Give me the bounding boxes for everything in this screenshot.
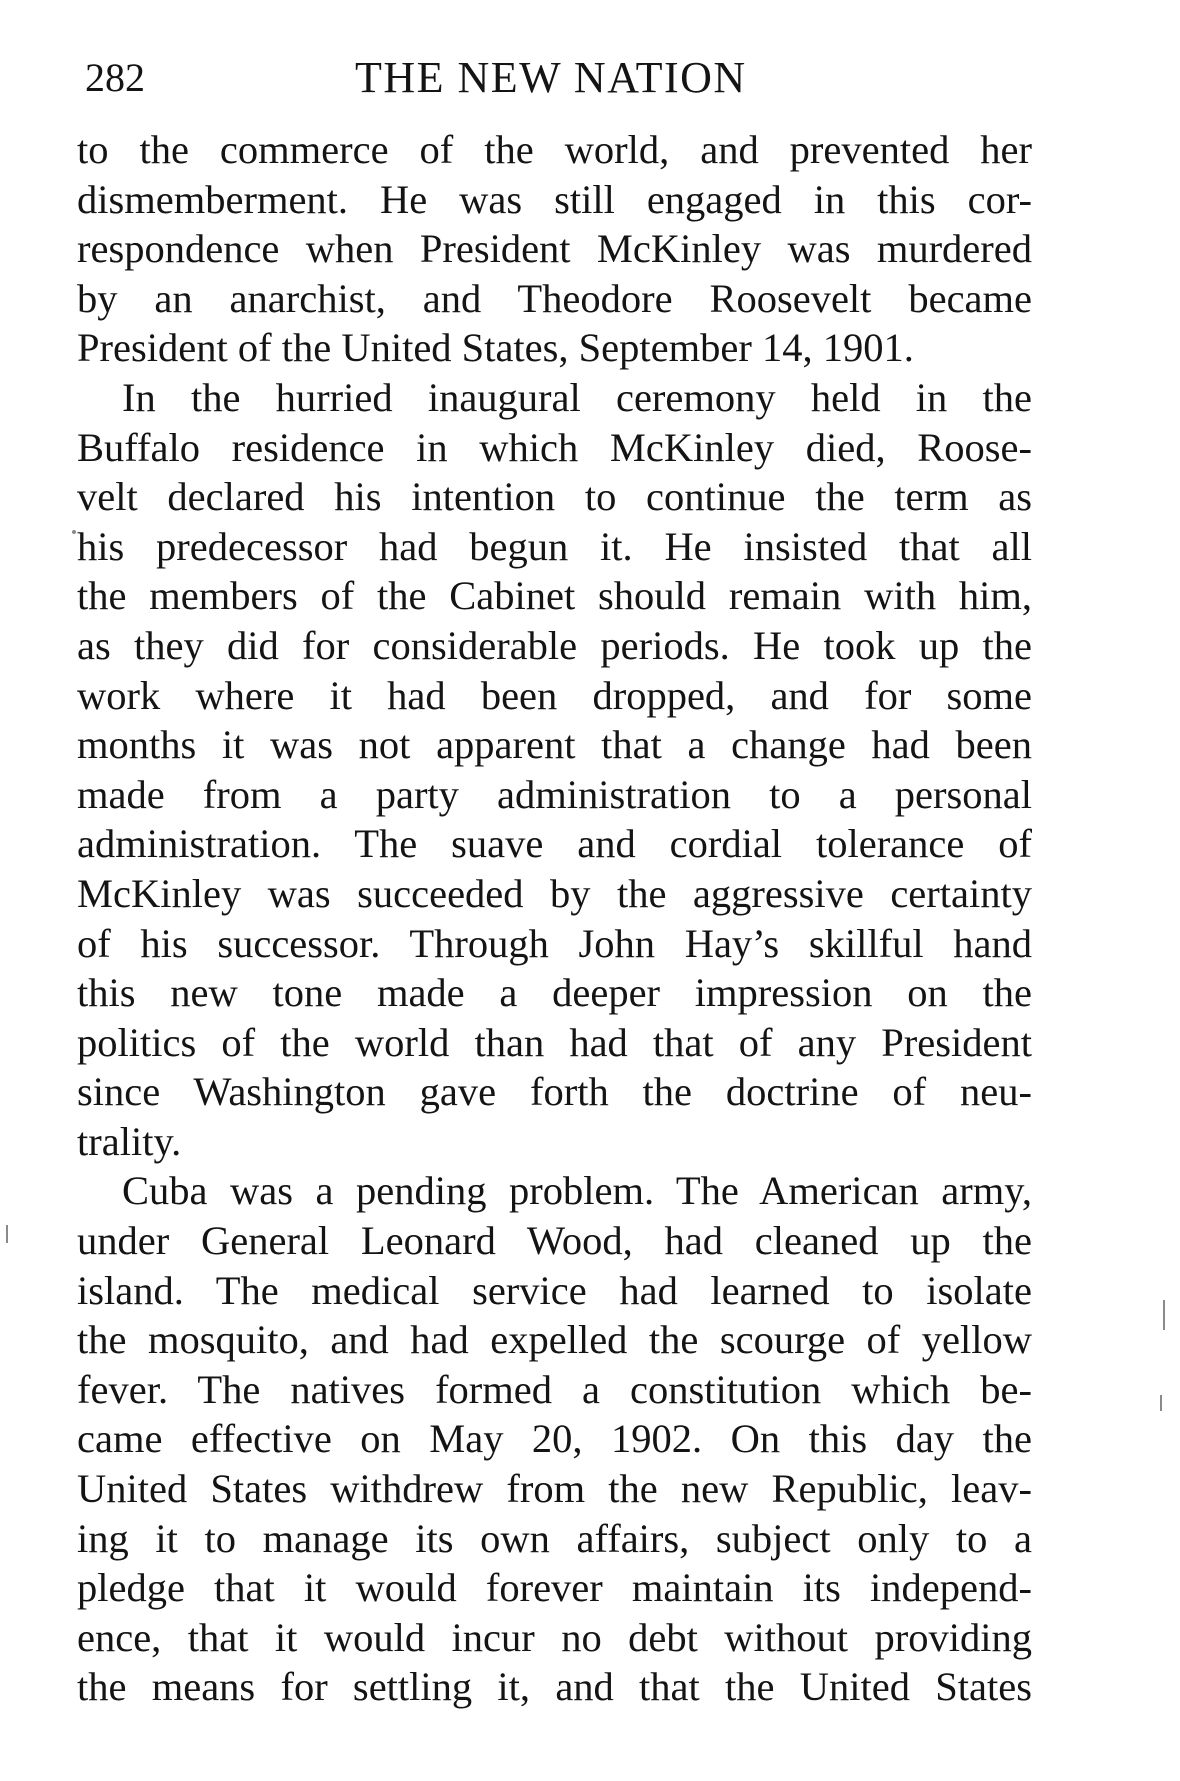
scan-speck [72, 530, 76, 534]
text-line: President of the United States, September 14, 1901. [77, 325, 914, 371]
page-header [85, 50, 1030, 110]
text-line: months it was not apparent that a change had been [77, 722, 1032, 768]
text-line: to the commerce of the world, and prevented her [77, 127, 1032, 172]
text-line: this new tone made a deeper impression on the [77, 970, 1032, 1016]
text-line: by an anarchist, and Theodore Roosevelt became [77, 275, 1032, 321]
text-line: administration. The suave and cordial tolerance of [77, 821, 1032, 867]
text-line: ing it to manage its own affairs, subject only to a [77, 1515, 1032, 1561]
text-line: his predecessor had begun it. He insisted that all [77, 523, 1032, 569]
text-line: pledge that it would forever maintain its independ- [77, 1565, 1032, 1611]
text-line: came effective on May 20, 1902. On this day the [77, 1416, 1032, 1462]
text-line: politics of the world than had that of any President [77, 1019, 1032, 1065]
text-line: made from a party administration to a personal [77, 771, 1032, 817]
text-line: trality. [77, 1118, 182, 1164]
paragraph-start-line: Cuba was a pending problem. The American army, [122, 1168, 1032, 1214]
text-line: velt declared his intention to continue the term as [77, 474, 1032, 520]
text-line: McKinley was succeeded by the aggressive certainty [77, 870, 1032, 916]
text-line: as they did for considerable periods. He took up the [77, 622, 1032, 668]
scan-speck [1163, 1300, 1165, 1330]
text-line: respondence when President McKinley was murdered [77, 226, 1032, 272]
text-line: work where it had been dropped, and for some [77, 672, 1032, 718]
text-line: dismemberment. He was still engaged in this cor- [77, 176, 1032, 222]
text-line: fever. The natives formed a constitution which be- [77, 1366, 1032, 1412]
text-line: ence, that it would incur no debt without providing [77, 1614, 1032, 1660]
page-number: 282 [85, 55, 145, 100]
text-line: island. The medical service had learned to isolate [77, 1267, 1032, 1313]
body-text [77, 125, 1032, 1712]
paragraph-start-line: In the hurried inaugural ceremony held in the [122, 374, 1032, 420]
text-line: under General Leonard Wood, had cleaned up the [77, 1218, 1032, 1264]
text-line: the members of the Cabinet should remain with him, [77, 573, 1032, 619]
scan-speck [1160, 1395, 1162, 1411]
text-line: Buffalo residence in which McKinley died, Roose- [77, 424, 1032, 470]
text-line: the means for settling it, and that the United States [77, 1664, 1032, 1710]
text-line: United States withdrew from the new Republic, leav- [77, 1466, 1032, 1512]
scan-speck [6, 1225, 8, 1243]
text-line: since Washington gave forth the doctrine of neu- [77, 1069, 1032, 1115]
text-line: the mosquito, and had expelled the scourge of yellow [77, 1317, 1032, 1363]
running-title: THE NEW NATION [355, 53, 747, 102]
text-line: of his successor. Through John Hay’s skillful hand [77, 920, 1032, 966]
